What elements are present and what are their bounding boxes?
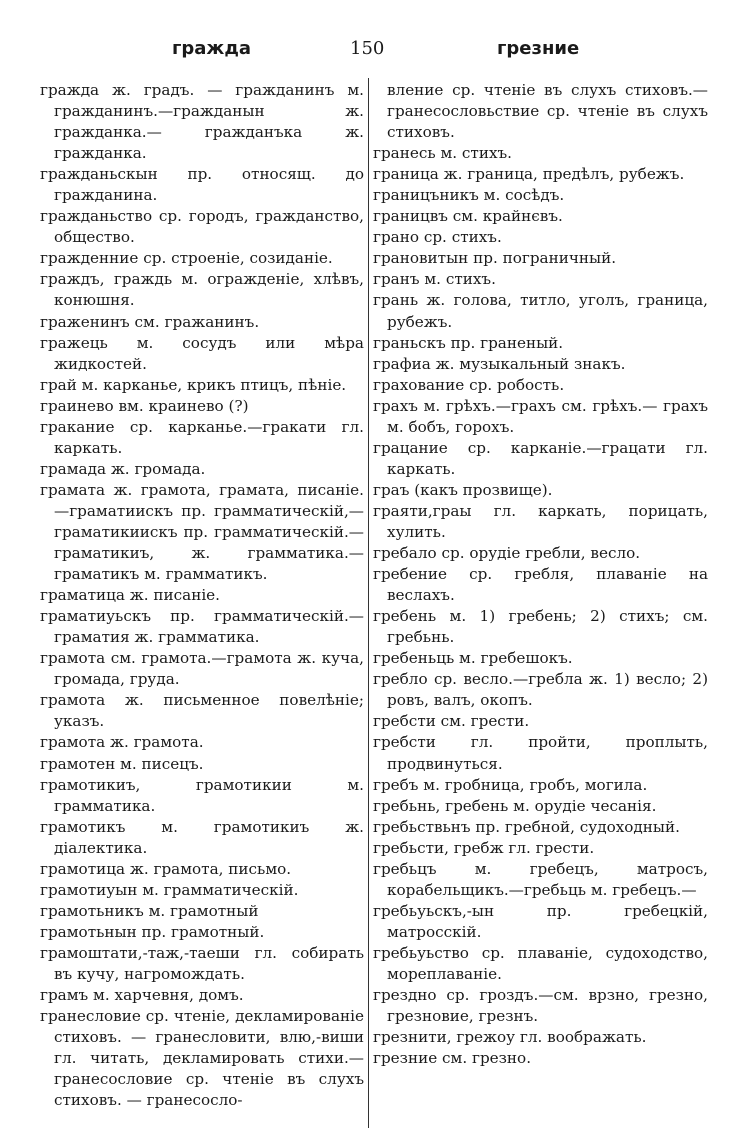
entry-text: гражда ж. градъ. — граждaнинъ м. гражданинъ.—граждaнын ж. гражданка.— гражданъка ж. гражданка. (40, 81, 369, 163)
entry-text: гранъ м. стихъ. (373, 270, 496, 289)
dictionary-entry (40, 333, 369, 375)
entry-text: грамота ж. грамота. (40, 733, 204, 752)
entry-text: граньскъ пр. граненый. (373, 333, 564, 352)
dictionary-entry (373, 606, 713, 648)
entry-text: гребьуьскъ,-ын пр. гребецкій, матросскій. (373, 901, 713, 941)
entry-text: грамотикъ м. грамотикиъ ж. діалектика. (40, 817, 369, 857)
dictionary-entry (373, 543, 708, 564)
dictionary-entry (40, 880, 364, 901)
entry-text: граженинъ см. гражaнинъ. (40, 312, 260, 331)
entry-text: границъникъ м. сосѣдъ. (373, 186, 565, 205)
dictionary-entry (40, 754, 364, 775)
entry-text: грамада ж. громада. (40, 459, 206, 478)
dictionary-entry (40, 648, 369, 690)
dictionary-entry (373, 80, 713, 143)
entry-text: графиа ж. музыкальный знакъ. (373, 354, 626, 373)
entry-text: гребение ср. гребля, плаваніе на веслахъ. (373, 565, 713, 605)
dictionary-entry (40, 164, 369, 206)
dictionary-entry (40, 80, 369, 164)
entry-text: гребьсти, гребж гл. грести. (373, 838, 595, 857)
dictionary-entry (40, 480, 364, 585)
entry-text: грамота см. грамота.—грамота ж. куча, громада, груда. (40, 649, 369, 689)
entry-text: граматица ж. писаніе. (40, 586, 221, 605)
dictionary-entry (373, 1048, 708, 1069)
entry-text: грaй м. карканье, крикъ птицъ, пѣніе. (40, 375, 347, 394)
entry-text: гребеньць м. гребешокъ. (373, 649, 573, 668)
right-column (373, 80, 713, 1069)
dictionary-entry (373, 859, 713, 901)
entry-text: гребень м. 1) гребень; 2) стихъ; см. гребьнь. (373, 607, 713, 647)
dictionary-entry (373, 227, 708, 248)
dictionary-entry (40, 859, 364, 880)
entry-text: гребьуьство ср. плаваніе, судоходство, мореплаваніе. (373, 943, 713, 983)
entry-text: гребсти см. грести. (373, 712, 530, 731)
dictionary-entry (40, 375, 364, 396)
dictionary-entry (40, 922, 364, 943)
entry-text: гребьствьнъ пр. гребной, судоходный. (373, 817, 680, 836)
entry-text: грамата ж. грамота, грамата, писаніе.—граматиискъ пр. грамматическій,—граматикиискъ пр. грамматическій.—граматикиъ, ж. грамматика.—граматикъ м. грамматикъ. (40, 480, 364, 584)
dictionary-entry (40, 459, 364, 480)
dictionary-entry (40, 606, 369, 648)
dictionary-entry (373, 185, 708, 206)
dictionary-entry (373, 711, 708, 732)
dictionary-entry (40, 312, 364, 333)
dictionary-entry (373, 143, 708, 164)
dictionary-entry (373, 248, 708, 269)
dictionary-entry (373, 775, 708, 796)
dictionary-entry (40, 248, 364, 269)
running-header (0, 38, 731, 66)
page-number: 150 (350, 38, 385, 59)
entry-text: грaинево вм. краинево (?) (40, 396, 249, 415)
dictionary-entry (373, 901, 713, 943)
dictionary-entry (373, 943, 713, 985)
entry-text: грездно ср. гроздъ.—см. врзно, грезно, грезновие, грезнъ. (373, 986, 713, 1026)
left-column (40, 80, 369, 1111)
entry-text: грамота ж. письменное повелѣніе; указъ. (40, 691, 369, 731)
dictionary-entry (373, 817, 708, 838)
dictionary-entry (40, 396, 364, 417)
dictionary-entry (40, 417, 369, 459)
dictionary-entry (373, 290, 713, 332)
dictionary-entry (373, 375, 708, 396)
entry-text: граъ (какъ прозвище). (373, 480, 553, 499)
dictionary-entry (40, 985, 364, 1006)
dictionary-entry (373, 438, 713, 480)
dictionary-entry (40, 690, 369, 732)
dictionary-entry (373, 501, 713, 543)
entry-text: грамотен м. писецъ. (40, 754, 204, 773)
dictionary-entry (40, 732, 364, 753)
entry-text: граница ж. граница, предѣлъ, рубежъ. (373, 165, 685, 184)
dictionary-entry (373, 732, 713, 774)
entry-text: грамотиуын м. грамматическій. (40, 880, 299, 899)
dictionary-entry (373, 985, 713, 1027)
dictionary-entry (40, 943, 369, 985)
dictionary-entry (40, 585, 364, 606)
entry-text: границвъ см. крайнєвъ. (373, 207, 563, 226)
entry-text: грановитын пр. пограничный. (373, 249, 617, 268)
dictionary-entry (373, 480, 708, 501)
entry-text: гребьнь, гребень м. орудіе чесанія. (373, 796, 657, 815)
dictionary-entry (373, 333, 708, 354)
entry-text: грезнити, грежоу гл. воображать. (373, 1028, 647, 1047)
dictionary-entry (373, 396, 713, 438)
entry-text: грамотьнын пр. грамотный. (40, 922, 265, 941)
entry-text: граматиуьскъ пр. грамматическій.— граматия ж. грамматика. (40, 607, 369, 647)
entry-text: гребсти гл. пройти, проплыть, продвинуться. (373, 733, 713, 773)
entry-text: грамотикиъ, грамотикии м. грамматика. (40, 775, 369, 815)
dictionary-entry (373, 838, 708, 859)
entry-text: гражденние ср. строеніе, созиданіе. (40, 249, 333, 268)
dictionary-entry (373, 669, 713, 711)
dictionary-entry (40, 1006, 369, 1111)
entry-text: граховaние ср. робость. (373, 375, 565, 394)
entry-text: гракание ср. карканье.—гракати гл. каркать. (40, 417, 369, 457)
dictionary-entry (40, 817, 369, 859)
entry-text: грамотица ж. грамота, письмо. (40, 859, 292, 878)
entry-text: грано ср. стихъ. (373, 228, 502, 247)
entry-text: гребьцъ м. гребецъ, матросъ, корабельщикъ.—гребьць м. гребецъ.— (373, 859, 713, 899)
entry-text: грань ж. голова, титло, уголъ, граница, рубежъ. (373, 291, 713, 331)
entry-text: гранесловие ср. чтеніе, декламированіе стиховъ. — гранесловити, влю,-виши гл. читать, декламировать стихи.—гранесословие ср. чтеніе въ слухъ стиховъ. — гранесосло- (40, 1007, 369, 1110)
dictionary-entry (373, 269, 708, 290)
dictionary-entry (40, 206, 369, 248)
dictionary-entry (373, 564, 713, 606)
dictionary-entry (373, 1027, 708, 1048)
right-headword: грезние (497, 38, 580, 59)
entry-text: грамотьникъ м. грамотный (40, 901, 259, 920)
entry-text: грамъ м. харчевня, домъ. (40, 986, 244, 1005)
entry-text: граждaньскын пр. относящ. до гражданина. (40, 165, 369, 205)
entry-text: грацание ср. карканіе.—грацати гл. каркать. (373, 438, 713, 478)
dictionary-entry (40, 901, 364, 922)
entry-text: граждъ, граждь м. огражденіе, хлѣвъ, конюшня. (40, 270, 369, 310)
entry-text: гребало ср. орудіе гребли, весло. (373, 544, 641, 563)
dictionary-entry (373, 354, 708, 375)
dictionary-entry (40, 775, 369, 817)
entry-text: грахъ м. грѣхъ.—грахъ см. грѣхъ.— грахъ м. бобъ, горохъ. (373, 396, 713, 436)
dictionary-entry (40, 269, 369, 311)
entry-text: гранесь м. стихъ. (373, 144, 513, 163)
left-headword: гражда (172, 38, 252, 59)
entry-text: грезние см. грезно. (373, 1049, 532, 1068)
entry-text: грамоштати,-таж,-таеши гл. собирать въ кучу, нагромождать. (40, 943, 369, 983)
entry-text: гражець м. сосудъ или мѣра жидкостей. (40, 333, 369, 373)
entry-text: гребло ср. весло.—гребла ж. 1) весло; 2) ровъ, валъ, окопъ. (373, 670, 713, 710)
entry-text: гребъ м. гробница, гробъ, могила. (373, 775, 648, 794)
dictionary-entry (373, 796, 708, 817)
dictionary-entry (373, 206, 708, 227)
dictionary-entry (373, 648, 708, 669)
entry-text: граждaньство ср. городъ, гражданство, общество. (40, 207, 369, 247)
dictionary-entry (373, 164, 708, 185)
entry-text: граяти,граы гл. каркать, порицать, хулить. (373, 501, 713, 541)
column-divider (368, 78, 369, 1128)
entry-text: вление ср. чтеніе въ слухъ стиховъ.—гранесословьствие ср. чтеніе въ слухъ стиховъ. (387, 81, 713, 142)
